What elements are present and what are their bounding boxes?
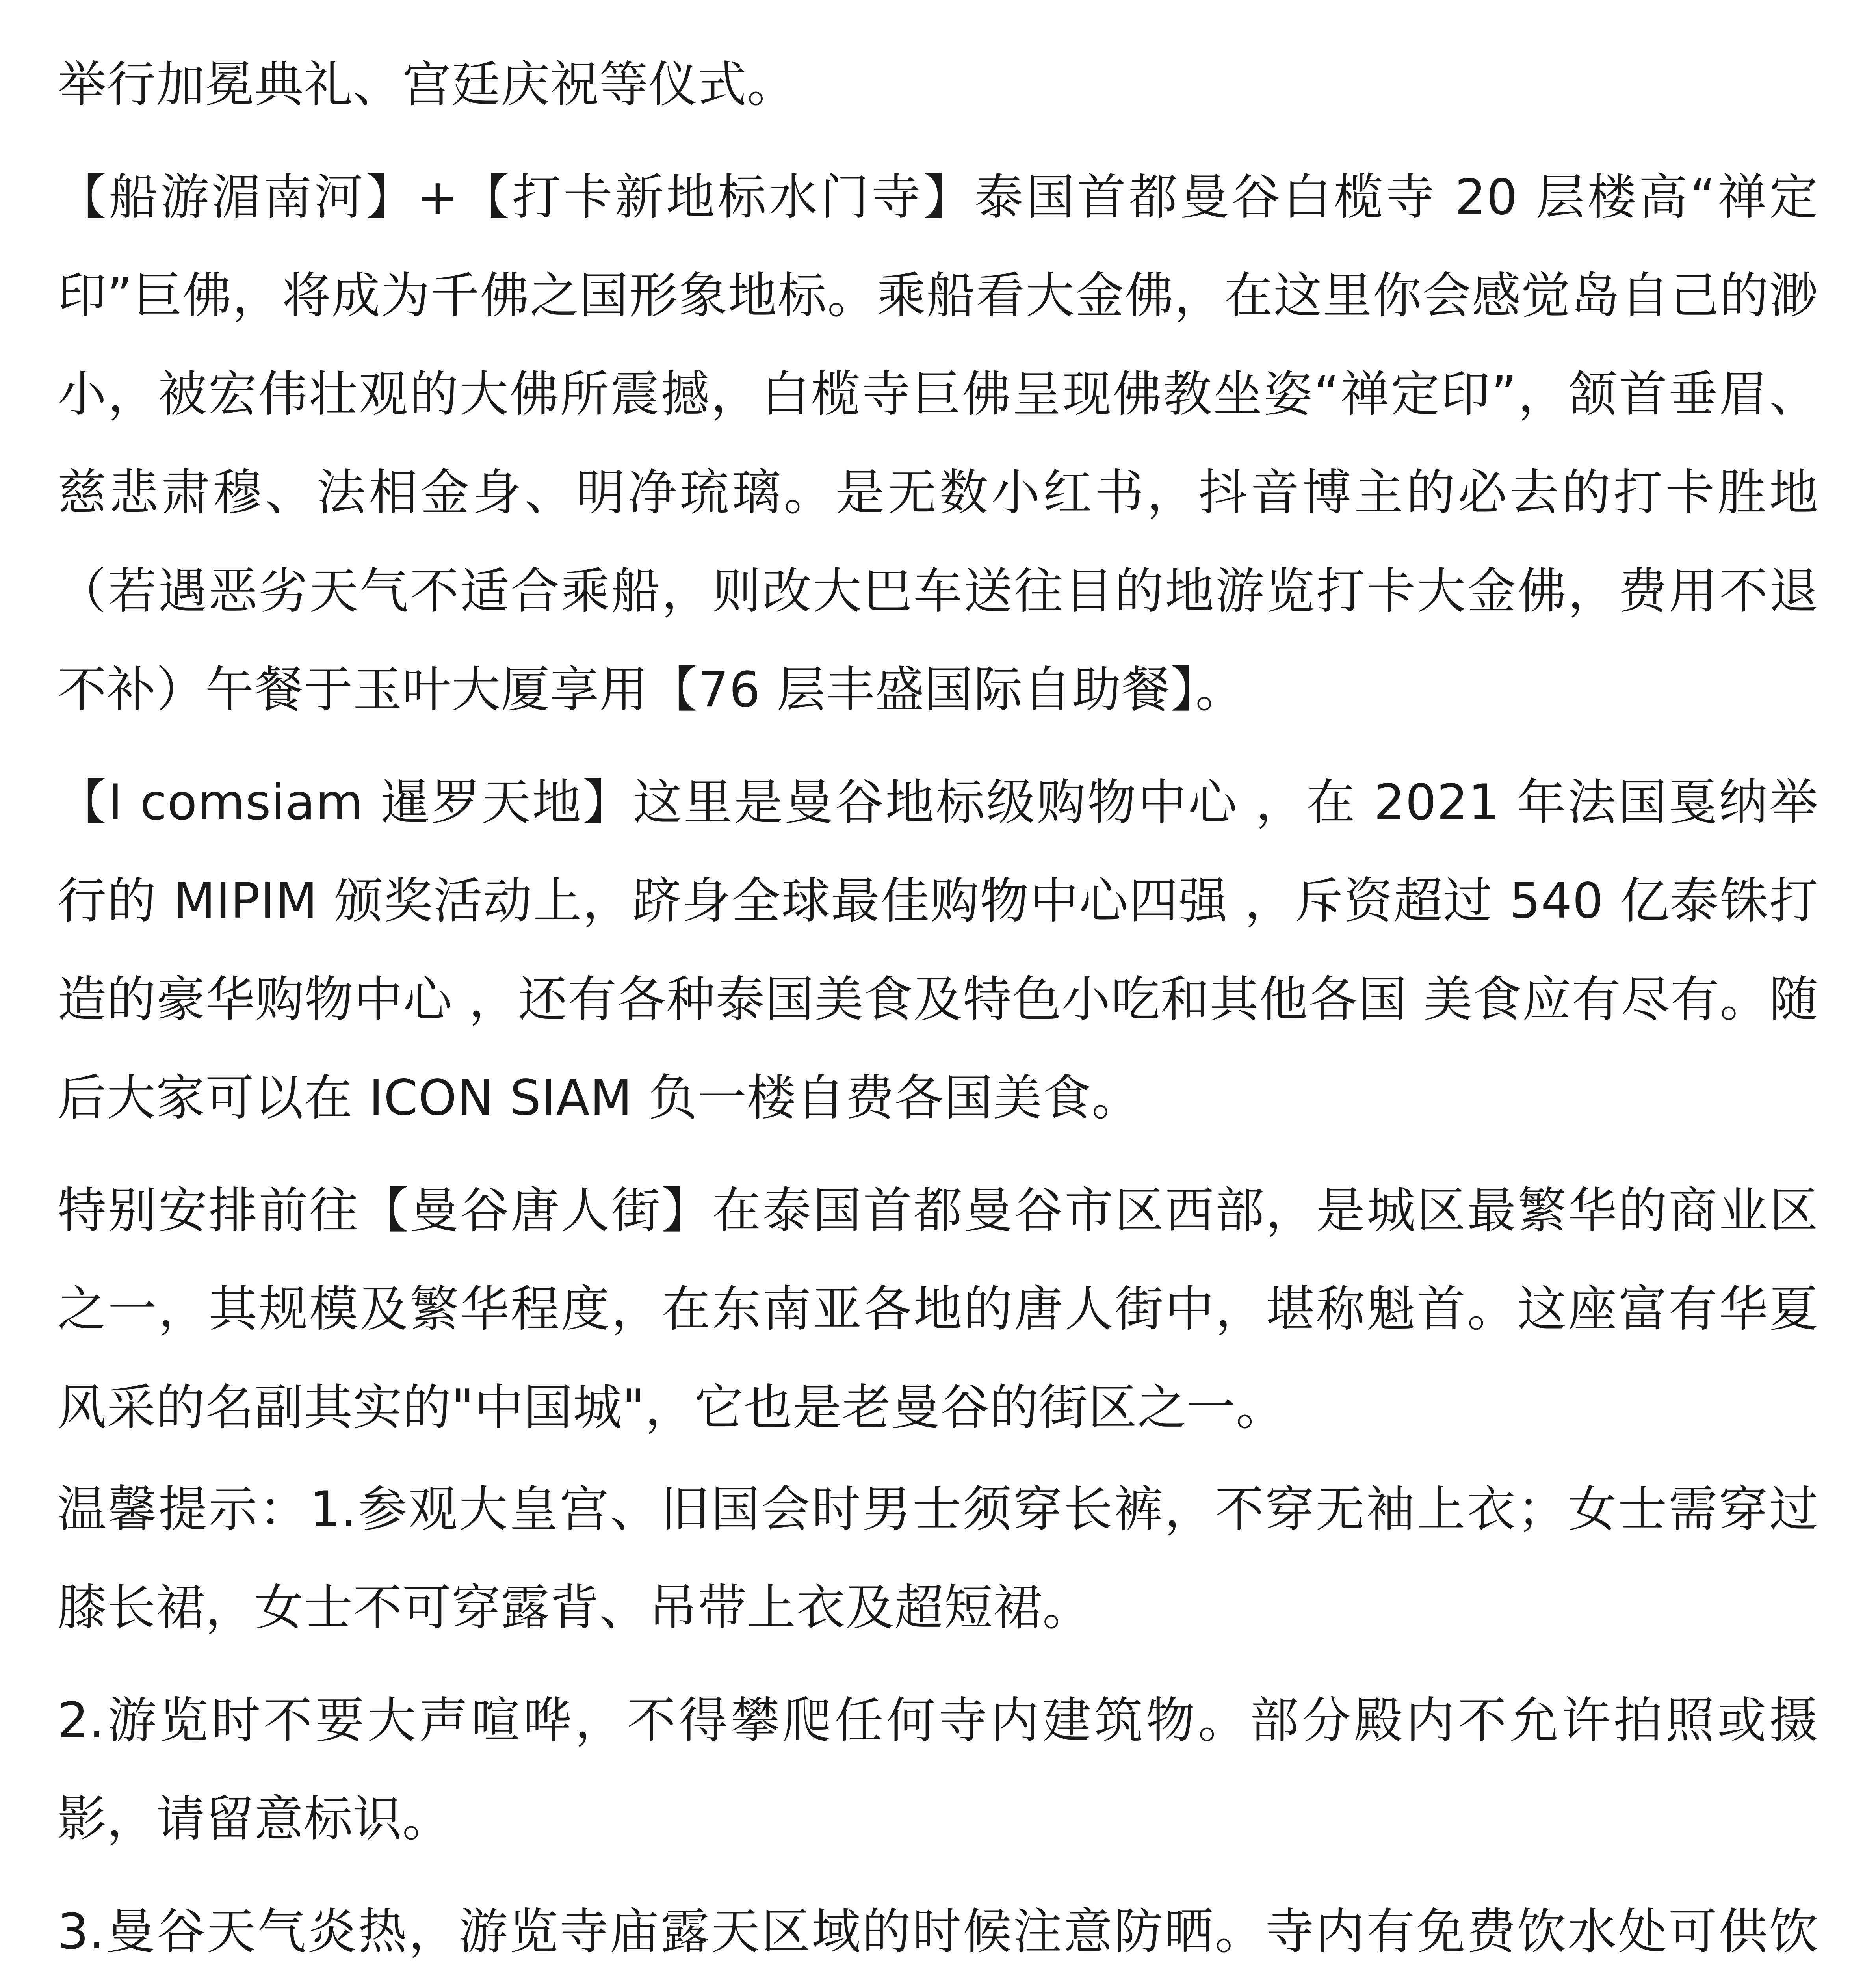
paragraph-tip-weather: 3.曼谷天气炎热，游览寺庙露天区域的时候注意防晒。寺内有免费饮水处可供饮 xyxy=(58,1903,1818,1960)
paragraph-iconsiam: 【I comsiam 暹罗天地】这里是曼谷地标级购物中心 ，在 2021 年法国戛纳举行的 MIPIM 颁奖活动上，跻身全球最佳购物中心四强 ，斥资超过 540 亿泰铢打造的豪华购物中心 ，还有各种泰国美食及特色小吃和其他各国 美食应有尽有。随后大家可以在 ICON SIAM 负一楼自费各国美食。 xyxy=(58,774,1818,1126)
paragraph-boat-tour: 【船游湄南河】+【打卡新地标水门寺】泰国首都曼谷白榄寺 20 层楼高“禅定印”巨佛，将成为千佛之国形象地标。乘船看大金佛，在这里你会感觉岛自己的渺小，被宏伟壮观的大佛所震撼，白榄寺巨佛呈现佛教坐姿“禅定印”，颔首垂眉、慈悲肃穆、法相金身、明净琉璃。是无数小红书，抖音博主的必去的打卡胜地（若遇恶劣天气不适合乘船，则改大巴车送往目的地游览打卡大金佛，费用不退不补）午餐于玉叶大厦享用【76 层丰盛国际自助餐】。 xyxy=(58,169,1818,718)
document-page xyxy=(58,35,1818,1970)
paragraph-ceremony: 举行加冕典礼、宫廷庆祝等仪式。 xyxy=(58,56,797,113)
paragraph-tip-behavior: 2.游览时不要大声喧哗，不得攀爬任何寺内建筑物。部分殿内不允许拍照或摄影，请留意标识。 xyxy=(58,1692,1818,1847)
paragraph-tip-dress-code: 温馨提示：1.参观大皇宫、旧国会时男士须穿长裤，不穿无袖上衣；女士需穿过膝长裙，女士不可穿露背、吊带上衣及超短裙。 xyxy=(58,1481,1818,1636)
paragraph-chinatown: 特别安排前往【曼谷唐人街】在泰国首都曼谷市区西部，是城区最繁华的商业区之一，其规模及繁华程度，在东南亚各地的唐人街中，堪称魁首。这座富有华夏风采的名副其实的"中国城"，它也是老曼谷的街区之一。 xyxy=(58,1182,1818,1436)
